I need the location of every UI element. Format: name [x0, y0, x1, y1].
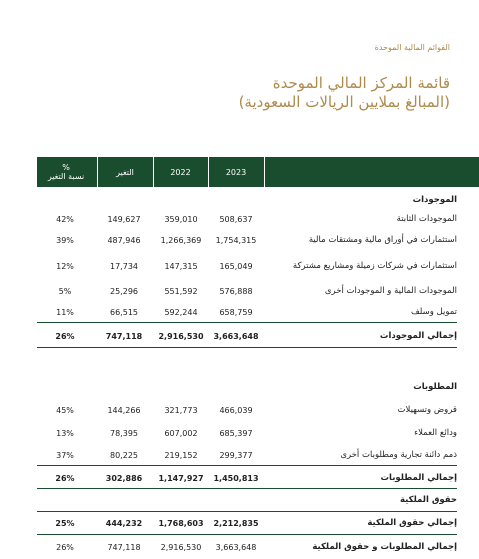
table-row: [37, 401, 457, 419]
value-pct: 12%: [56, 261, 74, 271]
value-2022: 147,315: [164, 261, 198, 271]
header-divider: [264, 157, 265, 187]
value-pct: 45%: [56, 405, 74, 415]
value-change: 747,118: [107, 542, 141, 552]
value-2022: 1,147,927: [158, 473, 204, 483]
value-2023: 165,049: [219, 261, 253, 271]
value-2023: 299,377: [219, 450, 253, 460]
value-2023: 576,888: [219, 286, 253, 296]
header-pct-symbol: %: [62, 163, 70, 172]
value-2023: 685,397: [219, 428, 253, 438]
row-label: استثمارات في أوراق مالية ومشتقات مالية: [308, 235, 457, 245]
value-2022: 2,916,530: [158, 331, 204, 341]
table-row: [37, 424, 457, 442]
value-2022: 592,244: [164, 307, 198, 317]
value-2023: 3,663,648: [215, 542, 257, 552]
value-change: 78,395: [110, 428, 138, 438]
value-change: 25,296: [110, 286, 138, 296]
total-row-liabilities: [37, 469, 457, 487]
value-change: 144,266: [107, 405, 141, 415]
value-pct: 5%: [58, 286, 72, 296]
value-change: 444,232: [105, 518, 143, 528]
divider-line: [37, 465, 457, 466]
value-change: 747,118: [105, 331, 143, 341]
header-change: التغير: [116, 167, 134, 177]
table-row: [37, 282, 457, 300]
page-title: [239, 74, 450, 112]
divider-line: [37, 511, 457, 512]
value-2022: 551,592: [164, 286, 198, 296]
header-pct-label: نسبة التغير: [47, 172, 85, 181]
divider-line: [37, 488, 457, 489]
header-pct: [37, 157, 95, 187]
divider-line: [37, 322, 457, 323]
value-pct: 26%: [55, 331, 75, 341]
table-row: [37, 303, 457, 321]
divider-line: [37, 347, 457, 348]
value-2022: 219,152: [164, 450, 198, 460]
value-2023: 1,754,315: [215, 235, 257, 245]
value-2023: 658,759: [219, 307, 253, 317]
table-row: [37, 253, 457, 279]
value-2023: 466,039: [219, 405, 253, 415]
value-change: 149,627: [107, 214, 141, 224]
value-2022: 321,773: [164, 405, 198, 415]
value-2023: 508,637: [219, 214, 253, 224]
title-line-1: قائمة المركز المالي الموحدة: [272, 74, 450, 92]
value-change: 66,515: [110, 307, 138, 317]
title-line-2: (المبالغ بملايين الريالات السعودية): [238, 93, 450, 111]
table-row: [37, 210, 457, 228]
value-2022: 2,916,530: [160, 542, 202, 552]
divider-line: [37, 534, 457, 535]
value-2023: 1,450,813: [213, 473, 259, 483]
value-2022: 1,768,603: [158, 518, 204, 528]
value-change: 17,734: [110, 261, 138, 271]
total-row-equity: [37, 514, 457, 532]
row-label: تمويل وسلف: [410, 307, 457, 317]
top-strip: [0, 0, 479, 18]
section-heading-assets: الموجودات: [412, 195, 457, 205]
row-label: إجمالي المطلوبات و حقوق الملكية: [312, 542, 457, 552]
value-change: 487,946: [107, 235, 141, 245]
section-heading-liabilities: المطلوبات: [413, 382, 457, 392]
value-2022: 607,002: [164, 428, 198, 438]
value-pct: 26%: [55, 473, 75, 483]
row-label: الموجودات الثابتة: [396, 214, 457, 224]
section-heading-equity: حقوق الملكية: [400, 495, 457, 505]
value-pct: 11%: [56, 307, 74, 317]
row-label: إجمالي الموجودات: [379, 331, 457, 341]
value-pct: 25%: [55, 518, 75, 528]
value-pct: 26%: [56, 542, 74, 552]
table-row: [37, 446, 457, 464]
value-2023: 3,663,648: [213, 331, 259, 341]
row-label: إجمالي حقوق الملكية: [367, 518, 457, 528]
header-2022: 2022: [170, 167, 191, 177]
value-2022: 1,266,369: [160, 235, 202, 245]
value-pct: 13%: [56, 428, 74, 438]
row-label: قروض وتسهيلات: [397, 405, 457, 415]
value-change: 80,225: [110, 450, 138, 460]
row-label: استثمارات في شركات زميلة ومشاريع مشتركة: [292, 261, 457, 271]
total-row-assets: [37, 327, 457, 345]
value-pct: 39%: [56, 235, 74, 245]
table-header: [37, 157, 479, 187]
table-row: [37, 231, 457, 249]
row-label: الموجودات المالية و الموجودات أخرى: [324, 286, 457, 296]
row-label: إجمالي المطلوبات: [380, 473, 457, 483]
header-2023: 2023: [225, 167, 247, 177]
grand-total-row: [37, 538, 457, 556]
value-change: 302,886: [105, 473, 143, 483]
row-label: ذمم دائنة تجارية ومطلوبات أخرى: [340, 450, 457, 460]
value-2023: 2,212,835: [213, 518, 259, 528]
breadcrumb: القوائم المالية الموحدة: [374, 43, 450, 52]
value-pct: 37%: [56, 450, 74, 460]
value-pct: 42%: [56, 214, 74, 224]
row-label: ودائع العملاء: [414, 428, 457, 438]
value-2022: 359,010: [164, 214, 198, 224]
